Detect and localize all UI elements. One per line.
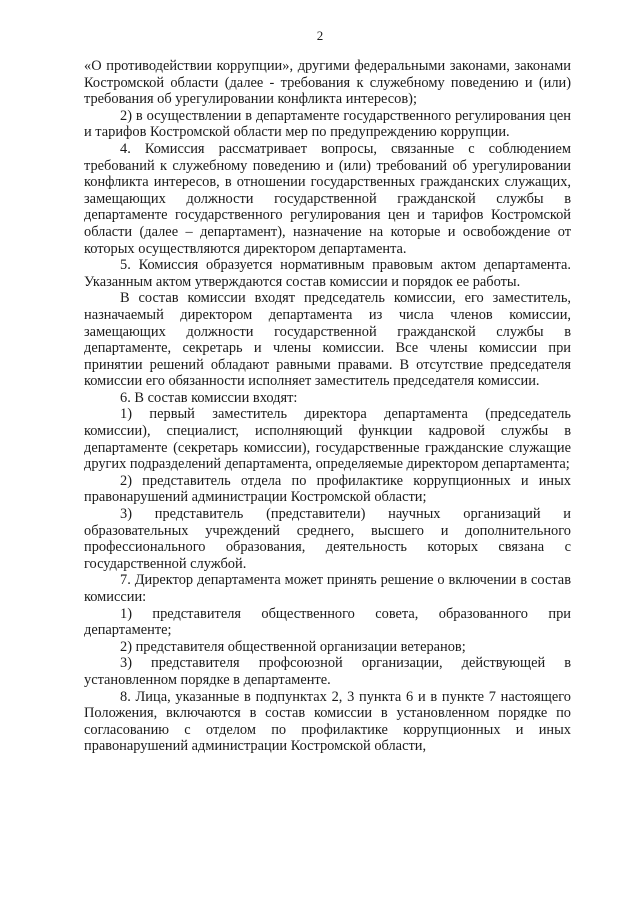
paragraph-14: 8. Лица, указанные в подпунктах 2, 3 пункта 6 и в пункте 7 настоящего Положения, включаются в состав комиссии в установленном порядке по согласованию с отделом по профилактике коррупционных и иных правонарушений администрации Костромской области, xyxy=(84,688,571,755)
paragraph-11: 1) представителя общественного совета, образованного при департаменте; xyxy=(84,605,571,639)
paragraph-10: 7. Директор департамента может принять решение о включении в состав комиссии: xyxy=(84,572,571,605)
paragraph-5: В состав комиссии входят председатель комиссии, его заместитель, назначаемый директором департамента из числа членов комиссии, замещающих должности государственной гражданской службы в департаменте, секретарь и члены комиссии. Все члены комиссии при принятии решений обладают равными правами. В отсутствие председателя комиссии его обязанности исполняет заместитель председателя комиссии. xyxy=(84,290,571,390)
paragraph-4: 5. Комиссия образуется нормативным правовым актом департамента. Указанным актом утверждаются состав комиссии и порядок ее работы. xyxy=(84,257,571,290)
paragraph-7: 1) первый заместитель директора департамента (председатель комиссии), специалист, исполняющий функции кадровой службы в департаменте (секретарь комиссии), государственные гражданские служащие других подразделений департамента, определяемые директором департамента; xyxy=(84,406,571,473)
paragraph-12: 2) представителя общественной организации ветеранов; xyxy=(120,638,466,655)
paragraph-3: 4. Комиссия рассматривает вопросы, связанные с соблюдением требований к служебному поведению и (или) требований об урегулировании конфликта интересов, в отношении государственных гражданских служащих, замещающих должности государственной гражданской службы в департаменте государственного регулирования цен и тарифов Костромской области (далее – департамент), назначение на которые и освобождение от которых осуществляются директором департамента. xyxy=(84,140,571,257)
paragraph-2: 2) в осуществлении в департаменте государственного регулирования цен и тарифов Костромской области мер по предупреждению коррупции. xyxy=(84,107,571,141)
document-body xyxy=(84,58,571,755)
paragraph-13: 3) представителя профсоюзной организации, действующей в установленном порядке в департаменте. xyxy=(84,655,571,688)
paragraph-9: 3) представитель (представители) научных организаций и образовательных учреждений среднего, высшего и дополнительного профессионального образования, деятельность которых связана с государственной службой. xyxy=(84,506,571,572)
page-number: 2 xyxy=(316,28,324,43)
paragraph-8: 2) представитель отдела по профилактике коррупционных и иных правонарушений администрации Костромской области; xyxy=(84,472,571,506)
paragraph-6: 6. В состав комиссии входят: xyxy=(120,389,298,406)
paragraph-1: «О противодействии коррупции», другими федеральными законами, законами Костромской области (далее - требования к служебному поведению и (или) требования об урегулировании конфликта интересов); xyxy=(84,58,571,108)
